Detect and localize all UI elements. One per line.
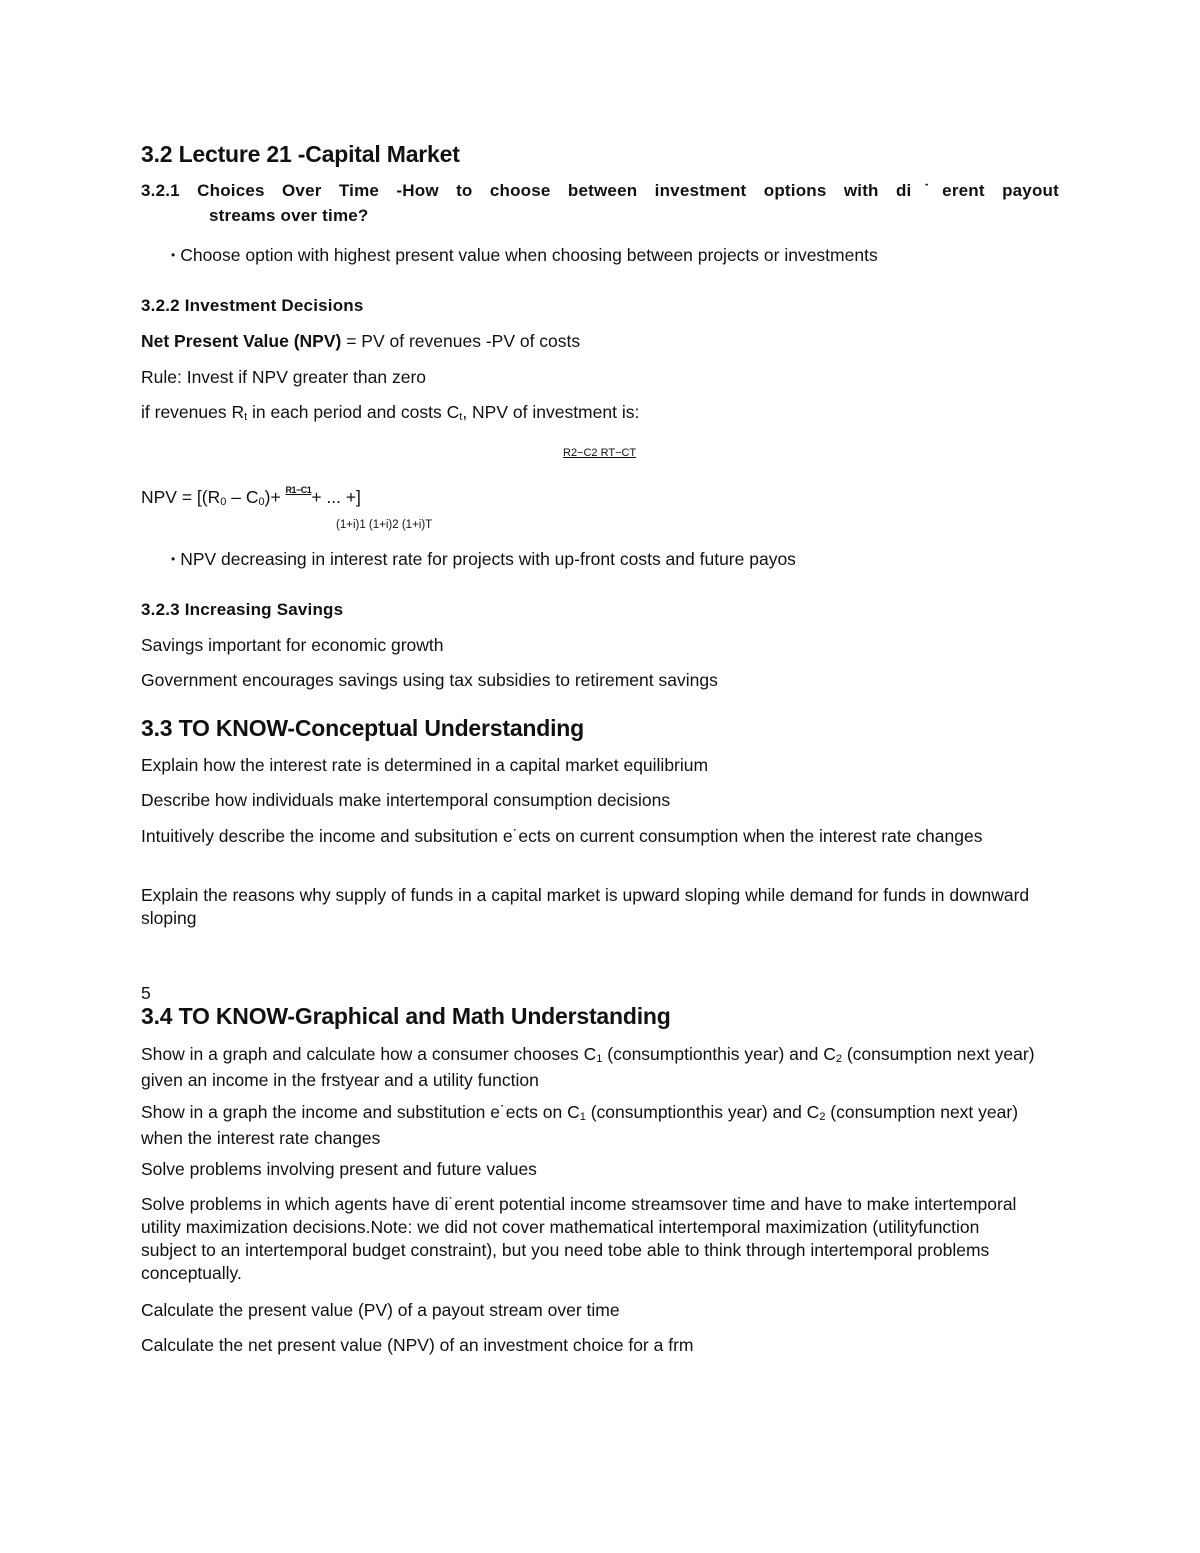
bullet-icon: • xyxy=(171,248,176,262)
section-3-2-1-heading-line1: 3.2.1 Choices Over Time -How to choose between investment options with di˙erent payout xyxy=(141,181,1059,200)
section-3-2-3-heading: 3.2.3 Increasing Savings xyxy=(141,600,344,619)
graph-item-1: Show in a graph and calculate how a consumer chooses C1 (consumptionthis year) and C2 (consumption next year) given an income in the frstyear and a utility function xyxy=(141,1044,1035,1090)
npv-definition: Net Present Value (NPV) = PV of revenues -PV of costs xyxy=(141,331,581,351)
savings-paragraph-1: Savings important for economic growth xyxy=(141,635,444,655)
conceptual-item-4: Explain the reasons why supply of funds in a capital market is upward sloping while demand for funds in downward sloping xyxy=(141,885,1030,928)
formula-denominators: (1+i)1 (1+i)2 (1+i)T xyxy=(336,519,433,531)
formula-top-fractions: R2−C2 RT−CT xyxy=(563,447,637,459)
section-3-2-title: 3.2 Lecture 21 -Capital Market xyxy=(141,141,460,167)
bullet-npv-decreasing: • NPV decreasing in interest rate for projects with up-front costs and future payos xyxy=(171,549,796,569)
section-3-2-2-heading: 3.2.2 Investment Decisions xyxy=(141,296,364,315)
revenues-costs-line: if revenues Rt in each period and costs Ct, NPV of investment is: xyxy=(141,402,640,423)
section-3-2-1-heading-line2: streams over time? xyxy=(209,206,369,225)
conceptual-item-3: Intuitively describe the income and subsitution e˙ects on current consumption when the interest rate changes xyxy=(141,826,983,846)
conceptual-item-1: Explain how the interest rate is determined in a capital market equilibrium xyxy=(141,755,709,775)
graph-item-6: Calculate the net present value (NPV) of an investment choice for a frm xyxy=(141,1335,694,1355)
bullet-choose-option: • Choose option with highest present value when choosing between projects or investments xyxy=(171,245,878,265)
npv-formula: NPV = [(R0 – C0)+ $^{R1-C1}$+ ... +] xyxy=(141,485,361,508)
section-3-3-title: 3.3 TO KNOW-Conceptual Understanding xyxy=(141,715,584,741)
npv-rule: Rule: Invest if NPV greater than zero xyxy=(141,367,426,387)
graph-item-5: Calculate the present value (PV) of a payout stream over time xyxy=(141,1300,620,1320)
graph-item-4: Solve problems in which agents have di˙erent potential income streamsover time and have to make intertemporal utility maximization decisions.Note: we did not cover mathematical intertemporal maximization (utilityfunction subject to an intertemporal budget constraint), but you need tobe able to think through intertemporal problems conceptually. xyxy=(141,1194,1017,1283)
graph-item-2: Show in a graph the income and substitution e˙ects on C1 (consumptionthis year) and C2 (consumption next year) when the interest rate changes xyxy=(141,1102,1019,1148)
graph-item-3: Solve problems involving present and future values xyxy=(141,1159,537,1179)
section-3-4-title: 3.4 TO KNOW-Graphical and Math Understanding xyxy=(141,1003,671,1029)
page-number: 5 xyxy=(141,983,151,1003)
savings-paragraph-2: Government encourages savings using tax subsidies to retirement savings xyxy=(141,670,718,690)
bullet-icon: • xyxy=(171,552,176,566)
conceptual-item-2: Describe how individuals make intertemporal consumption decisions xyxy=(141,790,671,810)
